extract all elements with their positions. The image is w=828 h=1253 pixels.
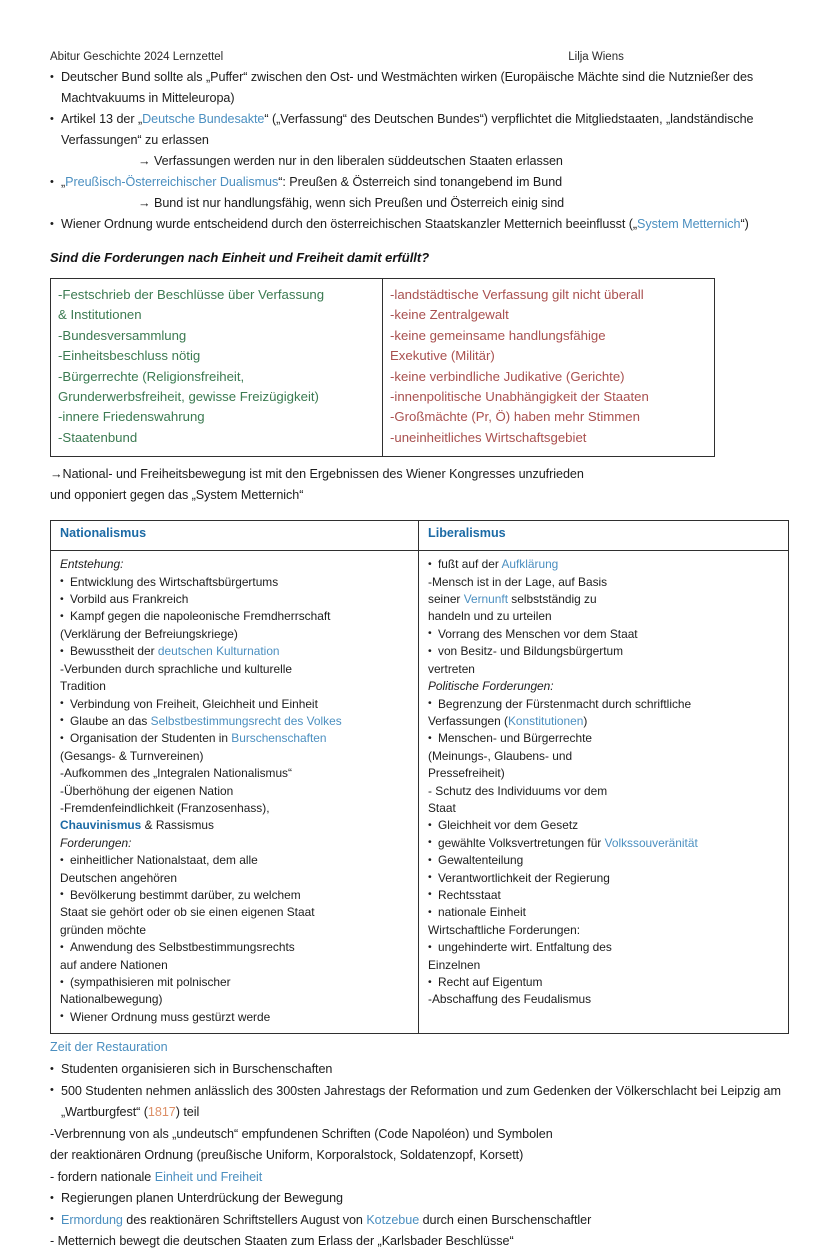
- text-run: auf andere Nationen: [60, 957, 168, 972]
- text-run: Anwendung des Selbstbestimmungsrechts: [70, 940, 295, 955]
- fulfilled-positive-line: -Bundesversammlung: [58, 327, 187, 343]
- liberalismus-item: [428, 748, 782, 765]
- fulfilled-negative-line: -landstädtische Verfassung gilt nicht überall: [390, 287, 644, 302]
- intro-bullet-list: [50, 67, 783, 235]
- text-run: von Besitz- und Bildungsbürgertum: [438, 644, 624, 659]
- fulfilled-requirements-table: [50, 278, 715, 457]
- nationalismus-item: [60, 643, 412, 660]
- bullet-item: [50, 67, 783, 109]
- text-run: Bevölkerung bestimmt darüber, zu welchem: [70, 887, 301, 902]
- fulfilled-negative-line: -keine Zentralgewalt: [390, 307, 509, 323]
- nationalismus-item: [60, 574, 412, 591]
- text-run: “ („Verfassung“ des Deutschen Bundes“) verpflichtet die Mitgliedstaaten, „landständische Verfassungen“ zu erlassen: [61, 112, 754, 147]
- fulfilled-positive-line: Grunderwerbsfreiheit, gewisse Freizügigkeit): [58, 389, 319, 405]
- text-run: & Rassismus: [141, 818, 214, 833]
- text-run: (Meinungs-, Glaubens- und: [428, 748, 573, 763]
- link-text[interactable]: Preußisch-Österreichischer Dualismus: [65, 175, 279, 189]
- text-run: Gleichheit vor dem Gesetz: [438, 818, 579, 833]
- text-run: -Fremdenfeindlichkeit (Franzosenhass),: [60, 800, 270, 815]
- fulfilled-negative-cell: [383, 279, 715, 457]
- italic-text: Forderungen:: [60, 835, 132, 850]
- restauration-section: [50, 1037, 783, 1253]
- nationalismus-item: [60, 922, 412, 939]
- link-text[interactable]: Volkssouveränität: [604, 835, 698, 850]
- fulfilled-positive-cell: [51, 279, 383, 457]
- nationalismus-item: [60, 852, 412, 869]
- text-run: “): [740, 217, 749, 231]
- text-run: Regierungen planen Unterdrückung der Bewegung: [61, 1191, 344, 1206]
- nationalismus-item: [60, 556, 412, 573]
- restauration-bullet-list: [50, 1059, 783, 1253]
- italic-text: Entstehung: [60, 557, 121, 572]
- text-run: -Verbunden durch sprachliche und kulturelle: [60, 661, 293, 676]
- text-run: Studenten organisieren sich in Burschenschaften: [61, 1062, 333, 1077]
- text-run: Staat sie gehört oder ob sie einen eigenen Staat: [60, 905, 315, 920]
- text-run: Verantwortlichkeit der Regierung: [438, 870, 610, 885]
- link-text[interactable]: Vernunft: [463, 592, 508, 607]
- liberalismus-item: [428, 713, 782, 730]
- text-run: - Schutz des Individuums vor dem: [428, 783, 608, 798]
- text-run: einheitlicher Nationalstaat, dem alle: [70, 853, 258, 868]
- liberalismus-item: [428, 852, 782, 869]
- nationalismus-item: [60, 939, 412, 956]
- liberalismus-item: [428, 904, 782, 921]
- document-title: Abitur Geschichte 2024 Lernzettel: [50, 51, 224, 63]
- text-run: Kampf gegen die napoleonische Fremdherrschaft: [70, 609, 331, 624]
- conclusion-line-1: →National- und Freiheitsbewegung ist mit den Ergebnissen des Wiener Kongresses unzufrieden: [50, 467, 584, 482]
- fulfilled-negative-line: -keine verbindliche Judikative (Gerichte): [390, 368, 625, 384]
- liberalismus-item: [428, 922, 782, 939]
- nationalismus-item: [60, 974, 412, 991]
- text-run: nationale Einheit: [438, 905, 526, 920]
- text-run: → Verfassungen werden nur in den liberalen süddeutschen Staaten erlassen: [138, 154, 563, 168]
- text-run: Menschen- und Bürgerrechte: [438, 731, 593, 746]
- text-run: Staat: [428, 800, 456, 815]
- liberalismus-cell: [419, 551, 789, 1034]
- column-header-nationalismus: Nationalismus: [51, 521, 419, 551]
- text-run: → Bund ist nur handlungsfähig, wenn sich Preußen und Österreich einig sind: [138, 196, 565, 210]
- text-run: handeln und zu urteilen: [428, 609, 552, 624]
- liberalismus-item: [428, 678, 782, 695]
- text-run: (Verklärung der Befreiungskriege): [60, 626, 238, 641]
- fulfilled-negative-line: Exekutive (Militär): [390, 348, 495, 364]
- text-run: Pressefreiheit): [428, 766, 505, 781]
- text-run: „: [61, 175, 66, 189]
- liberalismus-item: [428, 626, 782, 643]
- link-text[interactable]: Deutsche Bundesakte: [142, 112, 265, 126]
- text-run: Nationalbewegung): [60, 992, 163, 1007]
- liberalismus-item: [428, 574, 782, 591]
- nationalismus-item: [60, 835, 412, 852]
- text-run: der reaktionären Ordnung (preußische Uniform, Korporalstock, Soldatenzopf, Korsett): [50, 1148, 524, 1163]
- nationalismus-item: [60, 870, 412, 887]
- bullet-item: [50, 1210, 783, 1232]
- link-text[interactable]: Ermordung: [61, 1212, 123, 1227]
- text-run: Recht auf Eigentum: [438, 975, 543, 989]
- nationalismus-item: [60, 608, 412, 625]
- text-run: ungehinderte wirt. Entfaltung des: [438, 940, 612, 955]
- text-item: [50, 1167, 783, 1189]
- text-item: [50, 1231, 783, 1253]
- document-author: Lilja Wiens: [568, 51, 624, 63]
- liberalismus-item: [428, 939, 782, 956]
- link-text[interactable]: Konstitutionen: [507, 713, 584, 728]
- text-run: Verbindung von Freiheit, Gleichheit und Einheit: [70, 696, 318, 711]
- bullet-item: [50, 172, 783, 193]
- nationalismus-item: [60, 765, 412, 782]
- liberalismus-item: [428, 835, 782, 852]
- text-run: “: Preußen & Österreich sind tonangebend im Bund: [278, 175, 563, 189]
- table-row: [51, 551, 789, 1034]
- text-run: Artikel 13 der „: [61, 112, 143, 126]
- text-item: [50, 1124, 783, 1146]
- nationalismus-item: [60, 904, 412, 921]
- text-run: (sympathisieren mit polnischer: [70, 975, 231, 989]
- bullet-item: [50, 214, 783, 235]
- fulfilled-negative-line: -keine gemeinsame handlungsfähige: [390, 327, 606, 343]
- liberalismus-item: [428, 556, 782, 573]
- nationalismus-item: [60, 678, 412, 695]
- text-run: -Überhöhung der eigenen Nation: [60, 783, 234, 798]
- link-text[interactable]: Aufklärung: [501, 557, 559, 572]
- nationalismus-item: [60, 591, 412, 608]
- nationalismus-cell: [51, 551, 419, 1034]
- text-run: Tradition: [60, 679, 106, 694]
- text-run: Entwicklung des Wirtschaftsbürgertums: [70, 574, 279, 589]
- text-run: Vorbild aus Frankreich: [70, 592, 189, 607]
- restauration-heading: Zeit der Restauration: [50, 1040, 168, 1055]
- fulfilled-negative-line: -uneinheitliches Wirtschaftsgebiet: [390, 429, 587, 445]
- text-run: Deutschen angehören: [60, 870, 178, 885]
- text-run: -Aufkommen des „Integralen Nationalismus“: [60, 766, 292, 781]
- bullet-item: [50, 1188, 783, 1210]
- liberalismus-item: [428, 608, 782, 625]
- text-run: Einzelnen: [428, 957, 481, 972]
- conclusion-block: [50, 464, 783, 506]
- text-run: Organisation der Studenten in: [70, 731, 232, 746]
- text-run: Rechtsstaat: [438, 887, 501, 902]
- fulfilled-positive-line: -Festschrieb der Beschlüsse über Verfassung: [58, 287, 325, 302]
- text-run: vertreten: [428, 661, 475, 676]
- fulfilled-negative-line: -Großmächte (Pr, Ö) haben mehr Stimmen: [390, 409, 640, 425]
- nationalismus-item: [60, 800, 412, 817]
- fulfilled-positive-line: -Bürgerrechte (Religionsfreiheit,: [58, 368, 245, 384]
- nationalismus-item: [60, 957, 412, 974]
- nationalismus-item: [60, 991, 412, 1008]
- arrow-item: [50, 193, 783, 214]
- nationalismus-item: [60, 626, 412, 643]
- liberalismus-item: [428, 887, 782, 904]
- text-run: 500 Studenten nehmen anlässlich des 300sten Jahrestags der Reformation und zum Gedenken der Völkerschlacht bei Leipzig am „Wartburgfest“ (: [61, 1083, 781, 1120]
- text-run: ): [583, 713, 588, 728]
- text-item: [50, 1145, 783, 1167]
- nationalismus-item: [60, 661, 412, 678]
- text-run: (Gesangs- & Turnvereinen): [60, 748, 204, 763]
- text-run: :: [120, 557, 124, 572]
- nationalismus-item: [60, 713, 412, 730]
- table-header-row: [51, 521, 789, 551]
- text-run: gewählte Volksvertretungen für: [438, 835, 605, 850]
- arrow-item: [50, 151, 783, 172]
- text-run: Bewusstheit der: [70, 644, 158, 659]
- liberalismus-item: [428, 870, 782, 887]
- link-text[interactable]: Selbstbestimmungsrecht des Volkes: [150, 713, 342, 728]
- text-run: gründen möchte: [60, 922, 146, 937]
- link-text[interactable]: Kotzebue: [366, 1212, 420, 1227]
- text-run: - fordern nationale: [50, 1169, 155, 1184]
- liberalismus-item: [428, 957, 782, 974]
- text-run: Vorrang des Menschen vor dem Staat: [438, 626, 638, 641]
- text-run: fußt auf der: [438, 557, 502, 572]
- fulfilled-positive-line: -Staatenbund: [58, 429, 138, 445]
- text-run: -Mensch ist in der Lage, auf Basis: [428, 574, 608, 589]
- nationalismus-item: [60, 1009, 412, 1026]
- text-run: ) teil: [175, 1105, 200, 1120]
- text-run: durch einen Burschenschaftler: [419, 1212, 592, 1227]
- text-run: Verfassungen (: [428, 713, 508, 728]
- ideologies-table: [50, 520, 789, 1034]
- nationalismus-item: [60, 783, 412, 800]
- liberalismus-item: [428, 800, 782, 817]
- bullet-item: [50, 1081, 783, 1124]
- bullet-item: [50, 109, 783, 151]
- liberalismus-item: [428, 783, 782, 800]
- text-run: Wiener Ordnung wurde entscheidend durch den österreichischen Staatskanzler Metternich beeinflusst („: [61, 217, 638, 231]
- orange-text: 1817: [147, 1105, 176, 1120]
- nationalismus-item: [60, 696, 412, 713]
- text-run: -Abschaffung des Feudalismus: [428, 992, 592, 1007]
- text-run: Begrenzung der Fürstenmacht durch schriftliche: [438, 696, 692, 711]
- column-header-liberalismus: Liberalismus: [419, 521, 789, 551]
- link-strong-text[interactable]: Chauvinismus: [60, 818, 142, 833]
- text-run: selbstständig zu: [508, 592, 597, 607]
- text-run: Gewaltenteilung: [438, 853, 524, 868]
- nationalismus-item: [60, 730, 412, 747]
- text-run: des reaktionären Schriftstellers August von: [122, 1212, 367, 1227]
- fulfilled-positive-line: -innere Friedenswahrung: [58, 409, 205, 425]
- liberalismus-item: [428, 730, 782, 747]
- nationalismus-item: [60, 748, 412, 765]
- text-run: -Verbrennung von als „undeutsch“ empfundenen Schriften (Code Napoléon) und Symbolen: [50, 1126, 553, 1141]
- fulfilled-negative-line: -innenpolitische Unabhängigkeit der Staaten: [390, 389, 649, 405]
- text-run: Wirtschaftliche Forderungen:: [428, 922, 581, 937]
- liberalismus-item: [428, 661, 782, 678]
- liberalismus-item: [428, 643, 782, 660]
- link-text[interactable]: System Metternich: [637, 217, 741, 231]
- text-run: seiner: [428, 592, 464, 607]
- table-row: [51, 279, 715, 457]
- liberalismus-item: [428, 696, 782, 713]
- document-header: [50, 50, 783, 64]
- link-text[interactable]: deutschen Kulturnation: [157, 644, 280, 659]
- liberalismus-item: [428, 991, 782, 1008]
- bullet-item: [50, 1059, 783, 1081]
- text-run: - Metternich bewegt die deutschen Staaten zum Erlass der „Karlsbader Beschlüsse“: [50, 1234, 514, 1249]
- section-question: Sind die Forderungen nach Einheit und Freiheit damit erfüllt?: [50, 250, 430, 265]
- liberalismus-item: [428, 591, 782, 608]
- text-run: Wiener Ordnung muss gestürzt werde: [70, 1009, 271, 1024]
- link-text[interactable]: Burschenschaften: [231, 731, 327, 746]
- liberalismus-item: [428, 817, 782, 834]
- liberalismus-item: [428, 765, 782, 782]
- text-run: Glaube an das: [70, 713, 151, 728]
- text-run: Deutscher Bund sollte als „Puffer“ zwischen den Ost- und Westmächten wirken (Europäische Mächte sind die Nutznießer des Machtvakuums in Mitteleuropa): [61, 70, 754, 105]
- link-text[interactable]: Einheit und Freiheit: [154, 1169, 263, 1184]
- nationalismus-item: [60, 817, 412, 834]
- conclusion-line-2: und opponiert gegen das „System Metternich“: [50, 488, 304, 503]
- italic-text: Politische Forderungen:: [428, 679, 554, 694]
- nationalismus-item: [60, 887, 412, 904]
- fulfilled-positive-line: & Institutionen: [58, 307, 142, 323]
- fulfilled-positive-line: -Einheitsbeschluss nötig: [58, 348, 201, 364]
- liberalismus-item: [428, 974, 782, 991]
